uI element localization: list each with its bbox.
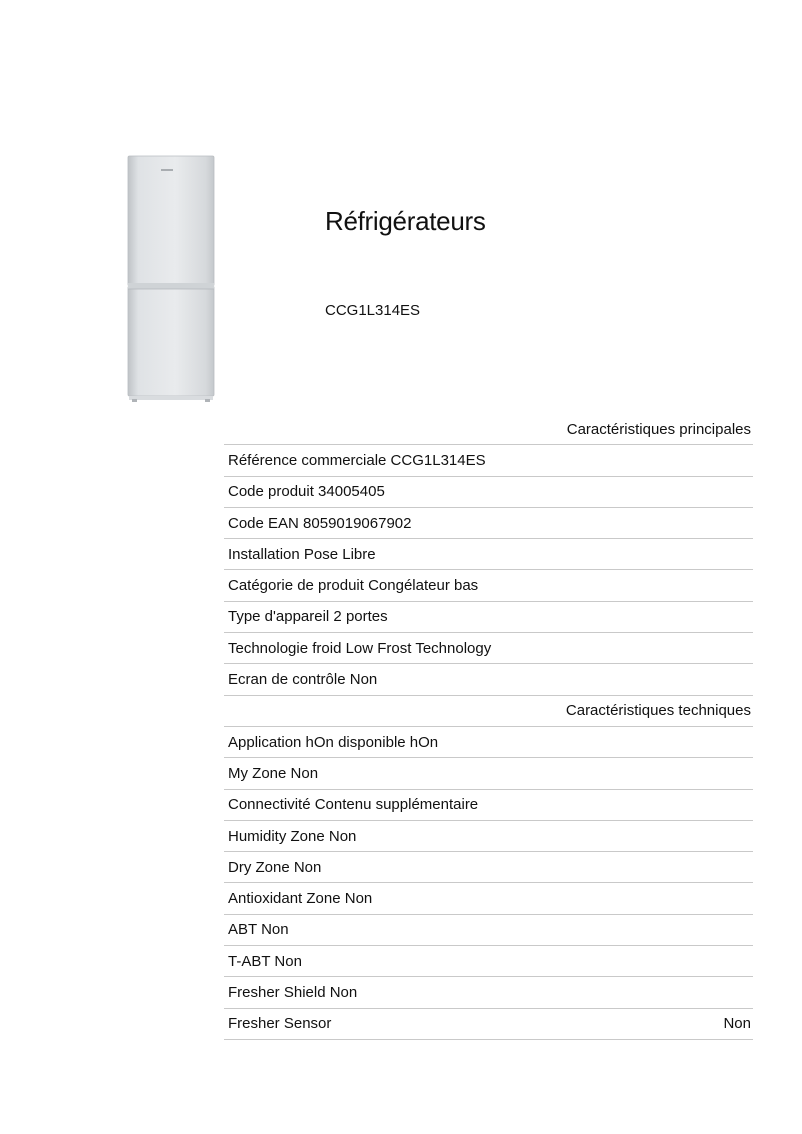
spec-row [224, 508, 753, 539]
spec-text: Connectivité Contenu supplémentaire [228, 796, 479, 814]
spec-row [224, 915, 753, 946]
spec-row [224, 539, 753, 570]
spec-row [224, 977, 753, 1008]
product-image [126, 155, 216, 403]
spec-text: Technologie froid Low Frost Technology [228, 639, 492, 657]
spec-text: Type d'appareil 2 portes [228, 608, 388, 626]
spec-text: Dry Zone Non [228, 858, 322, 876]
spec-text: Référence commerciale CCG1L314ES [228, 451, 486, 469]
spec-text: Fresher Shield Non [228, 983, 358, 1001]
spec-text: Ecran de contrôle Non [228, 671, 378, 689]
section-header-main [224, 414, 753, 445]
spec-text: My Zone Non [228, 764, 319, 782]
section-title: Caractéristiques principales [566, 420, 751, 438]
spec-row [224, 790, 753, 821]
spec-row [224, 1009, 753, 1040]
spec-row [224, 883, 753, 914]
section-header-technical [224, 696, 753, 727]
spec-row [224, 946, 753, 977]
spec-row [224, 821, 753, 852]
spec-text: Code EAN 8059019067902 [228, 514, 412, 532]
spec-row [224, 758, 753, 789]
spec-text: T-ABT Non [228, 952, 302, 970]
spec-row [224, 852, 753, 883]
spec-row [224, 727, 753, 758]
spec-row [224, 664, 753, 695]
spec-text: Code produit 34005405 [228, 483, 385, 501]
spec-row [224, 477, 753, 508]
spec-label: Fresher Sensor [228, 1015, 332, 1033]
spec-row [224, 570, 753, 601]
spec-row [224, 602, 753, 633]
spec-text: ABT Non [228, 921, 289, 939]
spec-table [224, 414, 753, 1040]
spec-text: Antioxidant Zone Non [228, 890, 373, 908]
spec-text: Humidity Zone Non [228, 827, 357, 845]
spec-row [224, 445, 753, 476]
section-title: Caractéristiques techniques [565, 702, 751, 720]
spec-text: Installation Pose Libre [228, 545, 376, 563]
page-title: Réfrigérateurs [325, 206, 486, 236]
model-code: CCG1L314ES [325, 302, 421, 319]
spec-row [224, 633, 753, 664]
spec-text: Catégorie de produit Congélateur bas [228, 577, 479, 595]
spec-text: Application hOn disponible hOn [228, 733, 439, 751]
spec-value: Non [723, 1015, 751, 1033]
